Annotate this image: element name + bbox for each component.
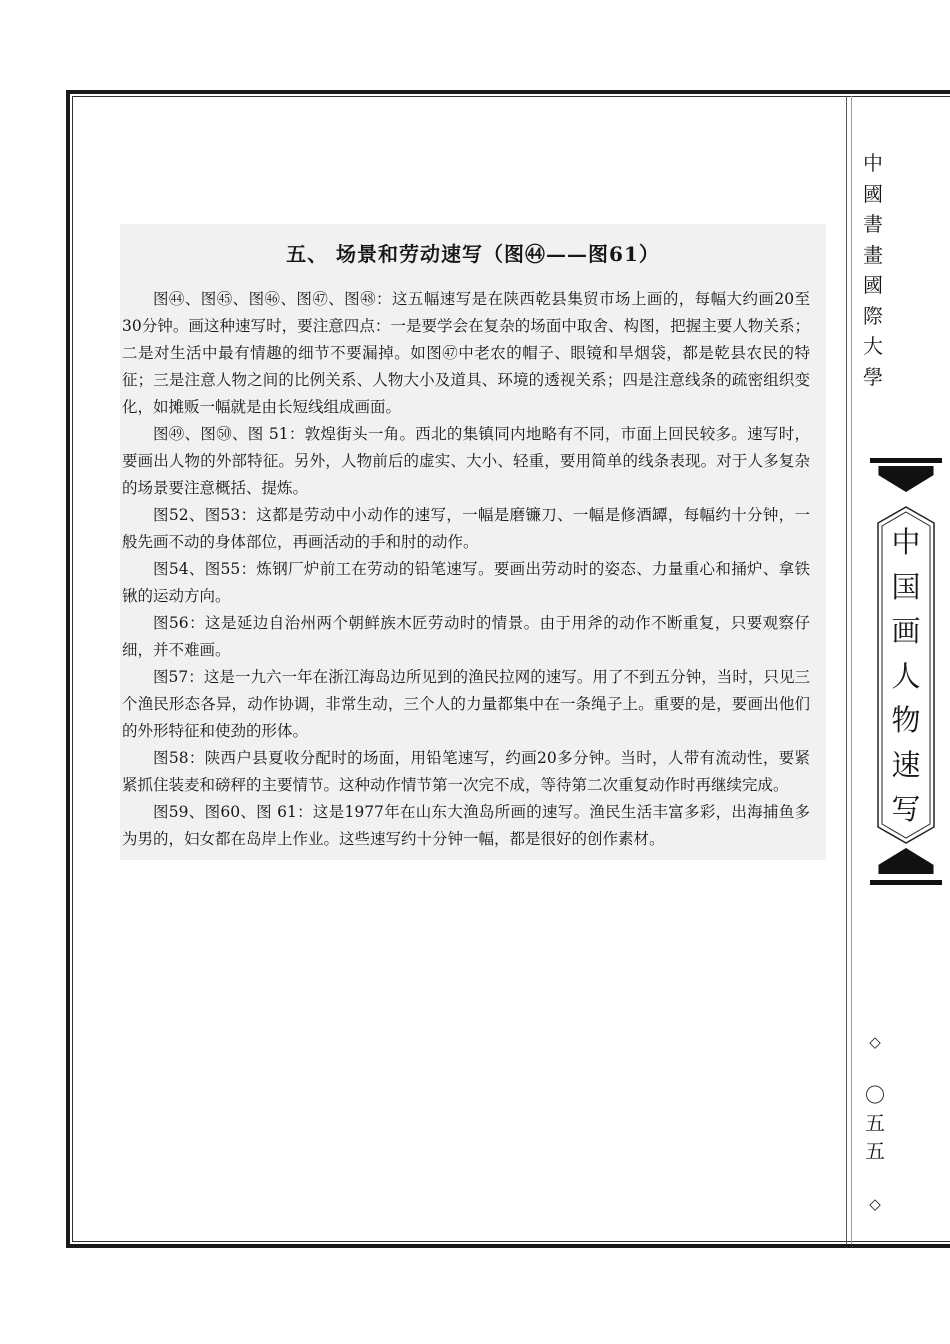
paragraph: 图㊾、图㊿、图 51：敦煌街头一角。西北的集镇同内地略有不同，市面上回民较多。速写时，要画出人物的外部特征。另外，人物前后的虚实、大小、轻重，要用简单的线条表现。对于人多复杂的场景要注意概括、提炼。 xyxy=(122,425,810,497)
diamond-icon: ◇ xyxy=(869,1195,881,1213)
banner-top-bar xyxy=(870,458,942,463)
section-title: 五、 场景和劳动速写（图㊹——图61） xyxy=(286,242,660,266)
page-number-text: 〇 五 五 xyxy=(865,1083,885,1163)
sidebar-divider-secondary xyxy=(851,96,852,1244)
banner-top-cap xyxy=(870,466,942,492)
paragraph: 图54、图55：炼钢厂炉前工在劳动的铅笔速写。要画出劳动时的姿态、力量重心和捅炉、拿铁锹的运动方向。 xyxy=(122,560,810,605)
paragraph: 图57：这是一九六一年在浙江海岛边所见到的渔民拉网的速写。用了不到五分钟，当时，只见三个渔民形态各异，动作协调，非常生动，三个人的力量都集中在一条绳子上。重要的是，要画出他们的外形特征和使劲的形体。 xyxy=(122,668,810,740)
banner-bottom-bar xyxy=(870,880,942,885)
banner-bottom-cap xyxy=(870,848,942,874)
school-name: 中 國 書 畫 國 際 大 學 xyxy=(863,151,883,389)
paragraph: 图㊹、图㊺、图㊻、图㊼、图㊽：这五幅速写是在陕西乾县集贸市场上画的，每幅大约画20至30分钟。画这种速写时，要注意四点：一是要学会在复杂的场面中取舍、构图，把握主要人物关系；二是对生活中最有情趣的细节不要漏掉。如图㊼中老农的帽子、眼镜和旱烟袋，都是乾县农民的特征；三是注意人物之间的比例关系、人物大小及道具、环境的透视关系；四是注意线条的疏密组织变化，如摊贩一幅就是由长短线组成画面。 xyxy=(122,290,810,416)
paragraph: 图52、图53：这都是劳动中小动作的速写，一幅是磨镰刀、一幅是修酒罈，每幅约十分钟，一般先画不动的身体部位，再画活动的手和肘的动作。 xyxy=(122,506,810,551)
paragraph: 图58：陕西户县夏收分配时的场面，用铅笔速写，约画20多分钟。当时，人带有流动性，要紧紧抓住装麦和磅秤的主要情节。这种动作情节第一次完不成，等待第二次重复动作时再继续完成。 xyxy=(122,749,810,794)
paragraph: 图59、图60、图 61：这是1977年在山东大渔岛所画的速写。渔民生活丰富多彩，出海捕鱼多为男的，妇女都在岛岸上作业。这些速写约十分钟一幅，都是很好的创作素材。 xyxy=(122,803,810,848)
page-number xyxy=(858,1003,892,1243)
book-title: 中 国 画 人 物 速 写 xyxy=(891,525,921,826)
body-text xyxy=(122,286,810,853)
paragraph: 图56：这是延边自治州两个朝鲜族木匠劳动时的情景。由于用斧的动作不断重复，只要观察仔细，并不难画。 xyxy=(122,614,810,659)
diamond-icon: ◇ xyxy=(869,1033,881,1051)
sidebar-divider xyxy=(846,96,847,1244)
